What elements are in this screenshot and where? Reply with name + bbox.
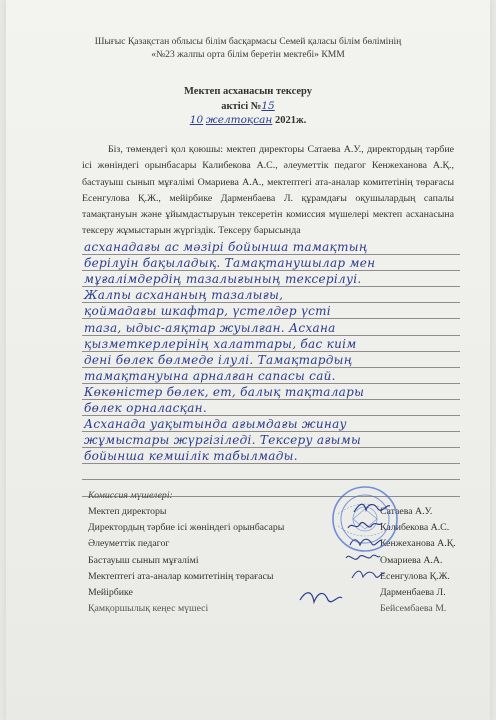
- member-name: Сатаева А.У.: [380, 506, 433, 517]
- handwritten-line: мұғалімдердің тазалығының тексерілуі.: [84, 272, 362, 287]
- signature-mark-2: [346, 518, 384, 534]
- ruled-line: [82, 318, 460, 319]
- ruled-line: [82, 415, 460, 416]
- member-name: Бейсембаева М.: [380, 603, 447, 615]
- commission-heading: Комиссия мүшелері:: [88, 490, 173, 501]
- member-role: Бастауыш сынып мұғалімі: [88, 554, 199, 566]
- member-role: Әлеуметтік педагог: [88, 538, 170, 550]
- member-name: Дарменбаева Л.: [380, 587, 446, 598]
- signature-mark-5: [350, 566, 386, 582]
- ruled-line: [82, 254, 460, 255]
- handwritten-line: берілуін бақыладық. Тамақтанушылар мен: [84, 256, 376, 271]
- header-line-2: «№23 жалпы орта білім беретін мектебі» КММ: [151, 49, 345, 60]
- signature-mark-1: [352, 500, 392, 516]
- signature-mark-6: [296, 586, 346, 610]
- act-prefix: актісі №: [221, 101, 262, 112]
- member-role: Мектеп директоры: [88, 506, 167, 517]
- ruled-line: [82, 351, 460, 352]
- ruled-line: [82, 335, 460, 336]
- member-role: Директордың тәрбие ісі жөніндегі орынбасары: [88, 522, 285, 534]
- ruled-line: [82, 399, 460, 400]
- member-role: Қамқоршылық кеңес мүшесі: [88, 603, 209, 615]
- handwritten-line: таза, ыдыс-аяқтар жуылған. Асхана: [84, 320, 336, 335]
- member-role: Мейірбике: [88, 587, 133, 598]
- member-name: Кенжеханова А.Қ.: [380, 538, 456, 550]
- document-title: Мектеп асханасын тексеру: [184, 86, 312, 97]
- date-day: 10: [189, 114, 204, 126]
- member-name: Есенгулова Қ.Ж.: [380, 570, 450, 582]
- handwritten-line: жұмыстары жүргізіледі. Тексеру ағымы: [84, 433, 362, 448]
- act-number-line: [0, 100, 496, 112]
- ruled-line: [82, 431, 460, 432]
- handwritten-line: Асханада уақытында ағымдағы жинау: [84, 417, 347, 432]
- handwritten-line: бөлек орналасқан.: [84, 401, 207, 415]
- handwritten-line: Жалпы асхананың тазалығы,: [84, 288, 284, 303]
- handwritten-line: Көкөністер бөлек, ет, балық тақталары: [84, 384, 365, 399]
- ruled-line: [82, 286, 460, 287]
- ruled-line: [82, 383, 460, 384]
- signature-mark-3: [348, 534, 384, 550]
- member-name: Калибекова А.С.: [380, 522, 450, 534]
- date-line: [0, 114, 496, 126]
- ruled-line: [82, 302, 460, 303]
- body-paragraph: Біз, төмендегі қол қоюшы: мектеп директоры Сатаева А.У., директордың тәрбие ісі жөніндегі орынбасары Калибекова А.С., әлеуметтік педагог Кенжеханова А.Қ., бастауыш сынып мұғалімі Омариева А.А., мектептегі ата-аналар комитетінің төрағасы Есенгулова Қ.Ж., мейірбике Дарменбаева Л. құрамдағы оқушылардың сапалы тамақтануын және ұйымдастыруын тексеретін комиссия мүшелері мектеп асханасына тексеру жұмыстарын жүргіздік. Тексеру барысында: [82, 144, 454, 237]
- handwritten-line: бойынша кемшілік табылмады.: [84, 449, 298, 464]
- ruled-line: [82, 479, 460, 480]
- handwritten-line: асханадағы ас мәзірі бойынша тамақтың: [84, 240, 368, 254]
- ruled-line: [82, 270, 460, 271]
- header-line-1: Шығыс Қазақстан облысы білім басқармасы Семей қаласы білім бөлімінің: [94, 36, 402, 47]
- handwritten-line: дені бөлек бөлмеде ілулі. Тамақтардың: [84, 352, 353, 367]
- signature-mark-4: [344, 550, 382, 566]
- member-name: Омариева А.А.: [380, 554, 443, 566]
- ruled-line: [82, 367, 460, 368]
- handwritten-line: қызметкерлерінің халаттары, бас киім: [84, 336, 357, 351]
- member-role: Мектептегі ата-аналар комитетінің төрағасы: [88, 570, 274, 582]
- ruled-line: [82, 447, 460, 448]
- act-number: 15: [261, 100, 275, 112]
- date-year: 2021ж.: [274, 115, 307, 126]
- date-month: желтоқсан: [205, 114, 273, 126]
- handwritten-line: тамақтануына арналған сапасы сай.: [84, 368, 336, 383]
- ruled-line: [82, 463, 460, 464]
- handwritten-line: қоймадағы шкафтар, үстелдер үсті: [84, 304, 331, 319]
